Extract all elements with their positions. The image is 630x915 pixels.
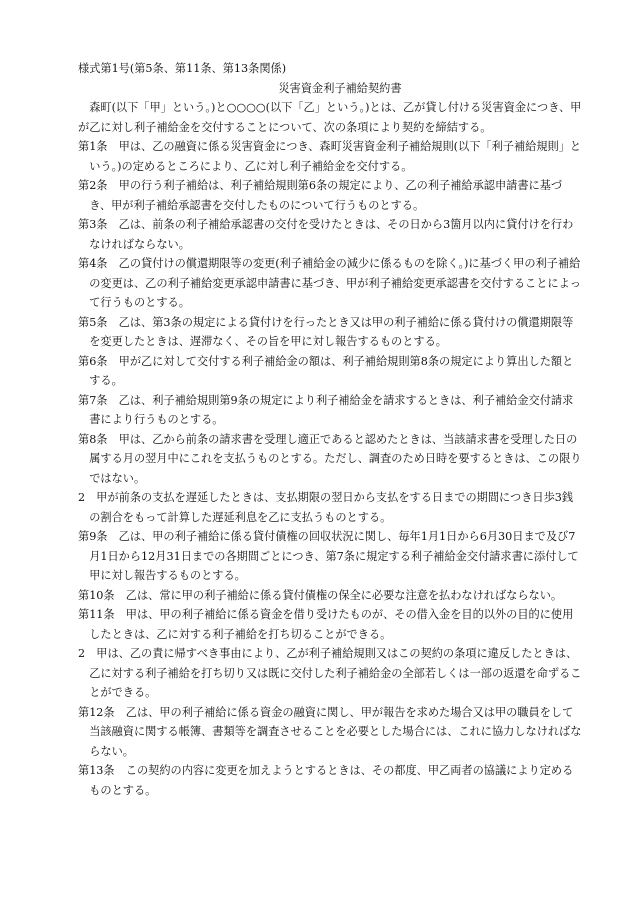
article-3: 第3条 乙は、前条の利子補給承認書の交付を受けたときは、その日から3箇月以内に貸付けを行わなければならない。 (78, 218, 574, 251)
document-title: 災害資金利子補給契約書 (278, 81, 402, 95)
article-1: 第1条 甲は、乙の融資に係る災害資金につき、森町災害資金利子補給規則(以下「利子補給規則」という。)の定めるところにより、乙に対し利子補給金を交付する。 (78, 140, 582, 173)
article-5: 第5条 乙は、第3条の規定による貸付けを行ったとき又は甲の利子補給に係る貸付けの償還期限等を変更したときは、遅滞なく、その旨を甲に対し報告するものとする。 (78, 315, 574, 348)
article-8: 第8条 甲は、乙から前条の請求書を受理し適正であると認めたときは、当該請求書を受理した日の属する月の翌月中にこれを支払うものとする。ただし、調査のため日時を要するときは、この限りではない。 (78, 432, 582, 485)
article-9: 第9条 乙は、甲の利子補給に係る貸付債権の回収状況に関し、毎年1月1日から6月30日まで及び7月1日から12月31日までの各期間ごとにつき、第7条に規定する利子補給金交付請求書に添付して甲に対し報告するものとする。 (78, 530, 579, 582)
article-12: 第12条 乙は、甲の利子補給に係る資金の融資に関し、甲が報告を求めた場合又は甲の職員をして当該融資に関する帳簿、書類等を調査させることを必要とした場合には、これに協力しなければならない。 (78, 705, 582, 758)
article-7: 第7条 乙は、利子補給規則第9条の規定により利子補給金を請求するときは、利子補給金交付請求書により行うものとする。 (78, 393, 574, 426)
form-number-label: 様式第1号(第5条、第11条、第13条関係) (78, 62, 287, 75)
preamble-paragraph: 森町(以下「甲」という。)と○○○○(以下「乙」という。)とは、乙が貸し付ける災害資金につき、甲が乙に対し利子補給金を交付することについて、次の条項により契約を締結する。 (78, 101, 582, 134)
article-11-paragraph-2: 2 甲は、乙の責に帰すべき事由により、乙が利子補給規則又はこの契約の条項に違反したときは、乙に対する利子補給を打ち切り又は既に交付した利子補給金の全部若しくは一部の返還を命ずることができる。 (78, 647, 582, 699)
article-2: 第2条 甲の行う利子補給は、利子補給規則第6条の規定により、乙の利子補給承認申請書に基づき、甲が利子補給承認書を交付したものについて行うものとする。 (78, 179, 563, 212)
article-6: 第6条 甲が乙に対して交付する利子補給金の額は、利子補給規則第8条の規定により算出した額とする。 (78, 354, 574, 387)
article-11: 第11条 甲は、甲の利子補給に係る資金を借り受けたものが、その借入金を目的以外の目的に使用したときは、乙に対する利子補給を打ち切ることができる。 (78, 608, 574, 641)
article-4: 第4条 乙の貸付けの償還期限等の変更(利子補給金の減少に係るものを除く。)に基づく甲の利子補給の変更は、乙の利子補給変更承認申請書に基づき、甲が利子補給変更承認書を交付することによって行うものとする。 (78, 257, 581, 309)
article-8-paragraph-2: 2 甲が前条の支払を遅延したときは、支払期限の翌日から支払をする日までの期間につき日歩3銭の割合をもって計算した遅延利息を乙に支払うものとする。 (78, 491, 574, 524)
article-13: 第13条 この契約の内容に変更を加えようとするときは、その都度、甲乙両者の協議により定めるものとする。 (78, 764, 574, 797)
article-10: 第10条 乙は、常に甲の利子補給に係る貸付債権の保全に必要な注意を払わなければならない。 (78, 588, 563, 602)
